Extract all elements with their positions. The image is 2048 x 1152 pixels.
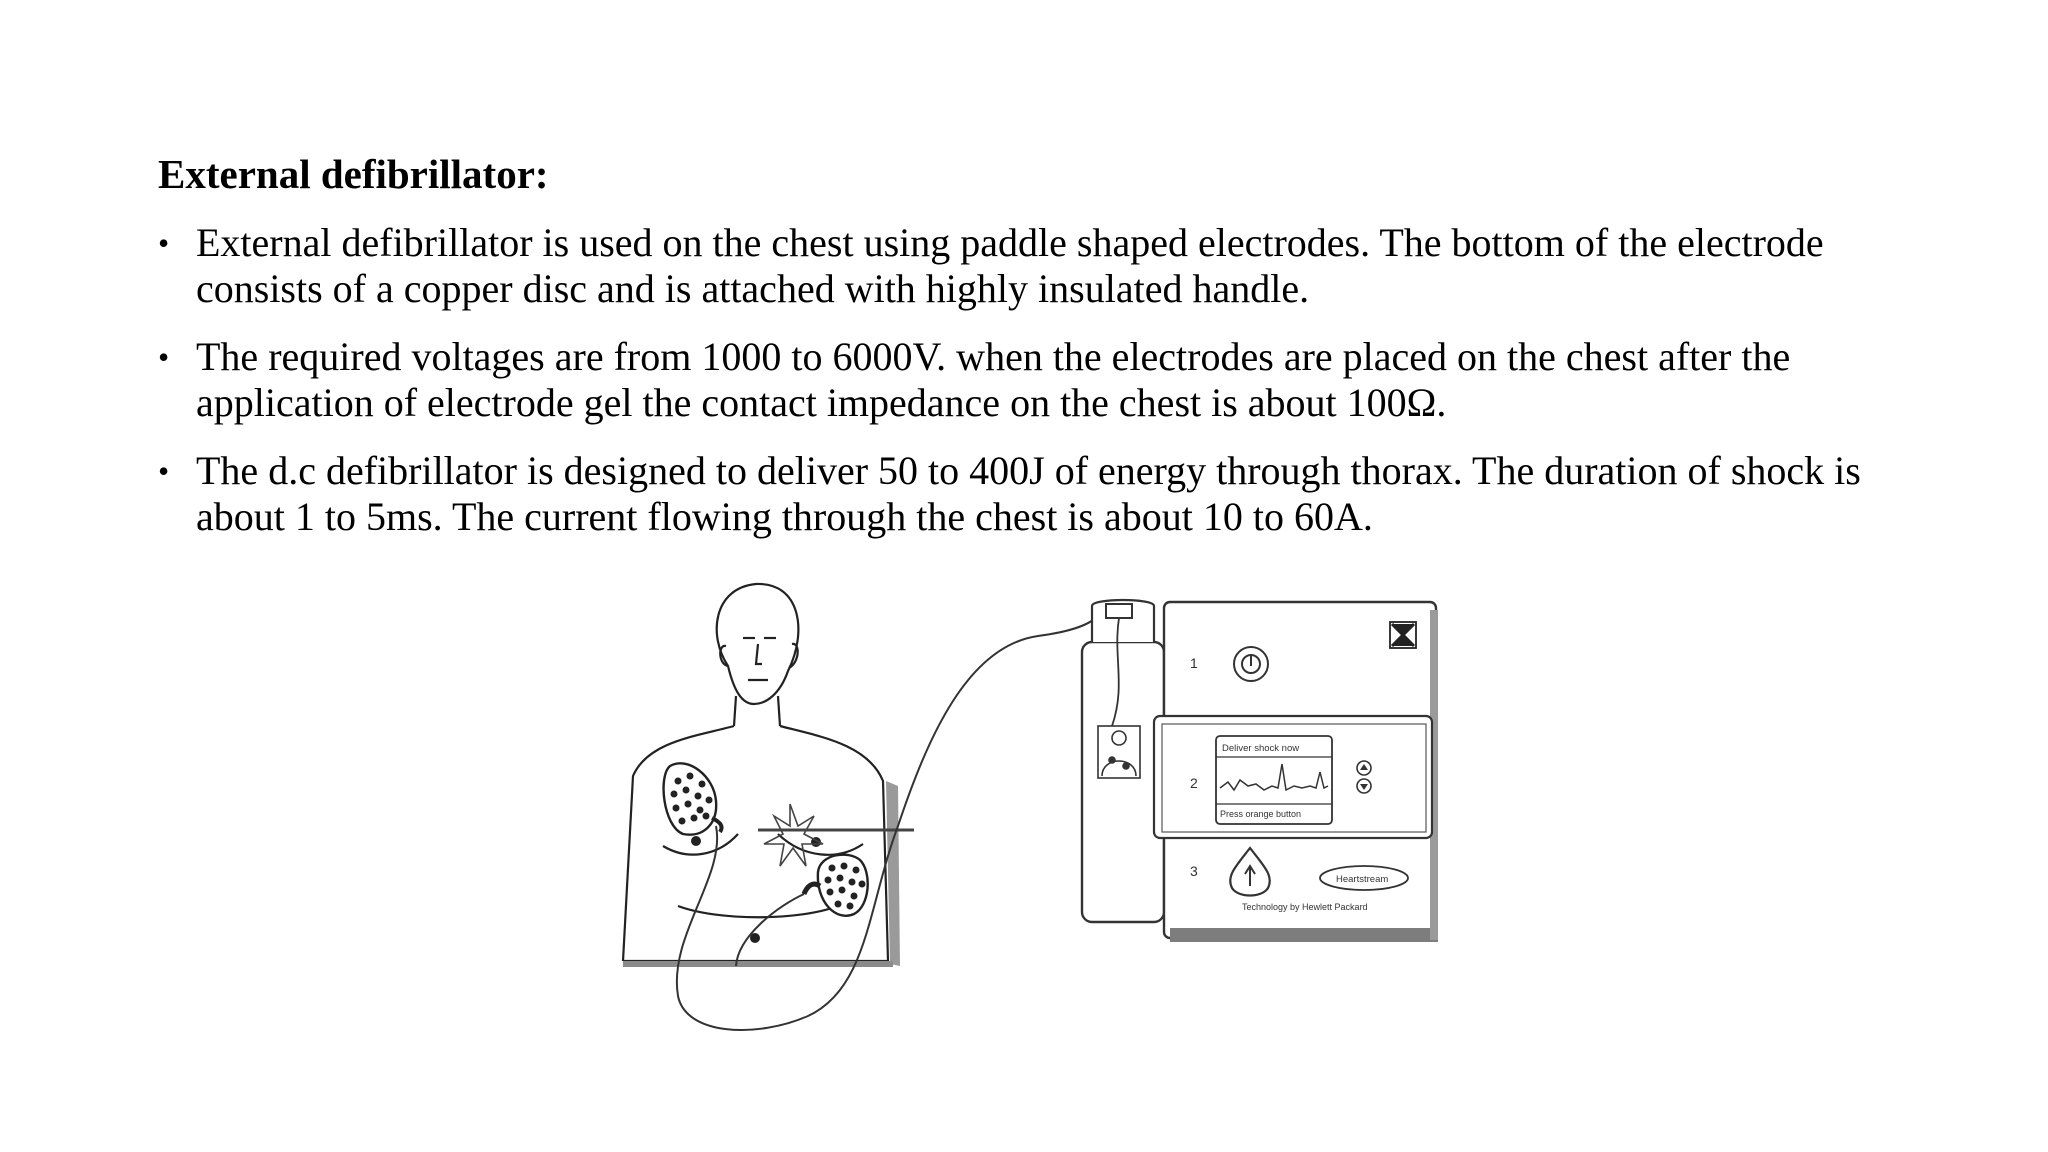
- slide-heading: External defibrillator:: [158, 151, 549, 197]
- connector: [1106, 604, 1132, 618]
- screen-top-text: Deliver shock now: [1222, 743, 1300, 754]
- bullet-text: The required voltages are from 1000 to 6000V. when the electrodes are placed on the chest after the application of electrode gel the contact impedance on the chest is about 100Ω.: [196, 334, 1791, 425]
- pad-compartment: [1082, 642, 1164, 922]
- aed-device: [1082, 600, 1438, 942]
- defibrillator-diagram: [608, 576, 1438, 1042]
- screen-bottom-text: Press orange button: [1220, 809, 1302, 819]
- bullet-marker: •: [158, 225, 170, 261]
- step-number-3: 3: [1190, 863, 1198, 879]
- step-number-1: 1: [1190, 655, 1198, 671]
- bullet-list: [158, 220, 1898, 562]
- bullet-item: [158, 448, 1898, 540]
- torso-base-shadow: [623, 961, 893, 967]
- bullet-item: [158, 334, 1898, 426]
- device-base-shadow: [1170, 928, 1438, 942]
- step-number-2: 2: [1190, 775, 1198, 791]
- patient-pictogram-icon: [1098, 726, 1140, 778]
- bullet-marker: •: [158, 339, 170, 375]
- defibrillator-illustration: [608, 576, 1438, 1042]
- bullet-marker: •: [158, 453, 170, 489]
- bullet-item: [158, 220, 1898, 312]
- bullet-text: The d.c defibrillator is designed to deliver 50 to 400J of energy through thorax. The duration of shock is about 1 to 5ms. The current flowing through the chest is about 10 to 60A.: [196, 448, 1861, 539]
- footer-text: Technology by Hewlett Packard: [1242, 902, 1368, 912]
- bullet-text: External defibrillator is used on the chest using paddle shaped electrodes. The bottom of the electrode consists of a copper disc and is attached with highly insulated handle.: [196, 220, 1824, 311]
- brand-text: Heartstream: [1336, 874, 1389, 885]
- left-nipple: [691, 836, 701, 846]
